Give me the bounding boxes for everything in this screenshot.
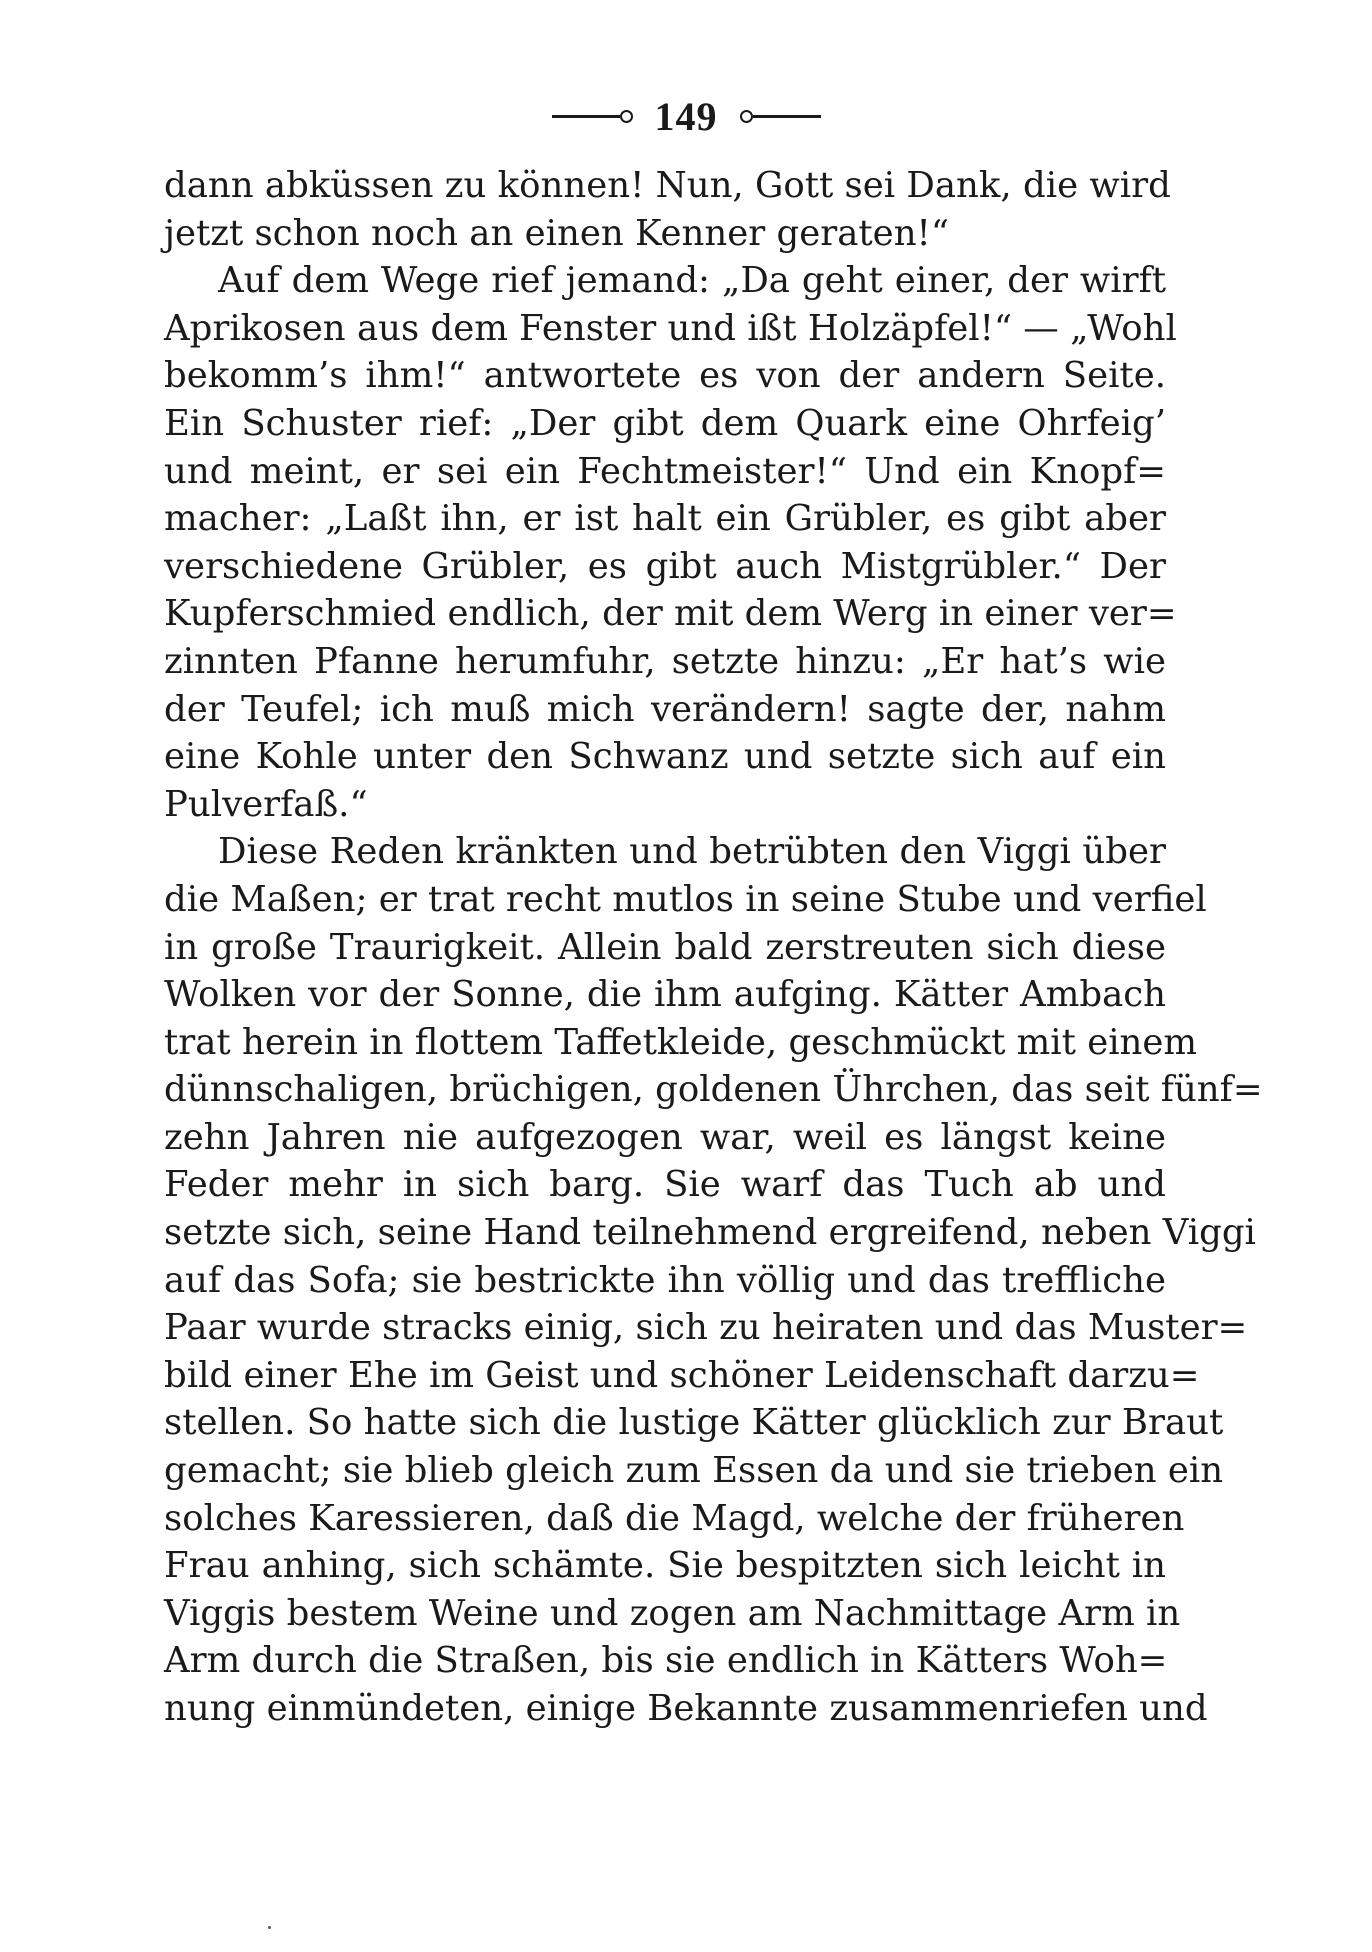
text-line: dünnschaligen, brüchigen, goldenen Ührchen, das seit fünf= [164,1069,1263,1111]
text-line: solches Karessieren, daß die Magd, welche der früheren [164,1497,1185,1539]
text-line: Viggis bestem Weine und zogen am Nachmittage Arm in [164,1592,1181,1634]
text-line: Diese Reden kränkten und betrübten den Viggi über [218,831,1166,873]
right-ornament [740,106,821,126]
page-header [0,86,1372,146]
text-line: dann abküssen zu können! Nun, Gott sei Dank, die wird [164,165,1171,206]
text-line: Paar wurde stracks einig, sich zu heiraten und das Muster= [164,1307,1248,1349]
text-line: auf das Sofa; sie bestrickte ihn völlig und das treffliche [164,1259,1166,1301]
text-line: bekomm’s ihm!“ antwortete es von der andern Seite. [164,355,1166,397]
text-line: eine Kohle unter den Schwanz und setzte sich auf ein [164,736,1166,778]
text-line: Feder mehr in sich barg. Sie warf das Tuch ab und [164,1164,1166,1206]
text-line: gemacht; sie blieb gleich zum Essen da und sie trieben ein [164,1450,1224,1492]
text-line: macher: „Laßt ihn, er ist halt ein Grübler, es gibt aber [164,498,1166,540]
text-line: zinnten Pfanne herumfuhr, setzte hinzu: „Er hat’s wie [164,640,1166,682]
text-line: trat herein in flottem Taffetkleide, geschmückt mit einem [164,1021,1198,1063]
text-line: verschiedene Grübler, es gibt auch Mistgrübler.“ Der [164,545,1166,587]
text-line: der Teufel; ich muß mich verändern! sagte der, nahm [164,688,1166,730]
text-line: zehn Jahren nie aufgezogen war, weil es längst keine [164,1116,1166,1158]
text-line: bild einer Ehe im Geist und schöner Leidenschaft darzu= [164,1354,1200,1396]
body-text [164,162,1263,1733]
left-ornament [552,106,633,126]
text-line: stellen. So hatte sich die lustige Kätter glücklich zur Braut [164,1402,1224,1444]
text-line: Wolken vor der Sonne, die ihm aufging. Kätter Ambach [164,974,1166,1016]
page-number: 149 [654,93,718,139]
text-line: und meint, er sei ein Fechtmeister!“ Und ein Knopf= [164,450,1166,492]
text-line: jetzt schon noch an einen Kenner geraten!“ [164,212,949,254]
text-line: Kupferschmied endlich, der mit dem Werg in einer ver= [164,593,1177,635]
text-line: setzte sich, seine Hand teilnehmend ergreifend, neben Viggi [164,1212,1256,1254]
text-line: Aprikosen aus dem Fenster und ißt Holzäpfel!“ — „Wohl [164,307,1177,349]
text-line: Arm durch die Straßen, bis sie endlich in Kätters Woh= [164,1640,1168,1682]
text-line: die Maßen; er trat recht mutlos in seine Stube und verfiel [164,878,1207,920]
text-line: Pulverfaß.“ [164,783,368,825]
text-line: Auf dem Wege rief jemand: „Da geht einer, der wirft [218,260,1166,302]
text-line: in große Traurigkeit. Allein bald zerstreuten sich diese [164,926,1166,968]
text-line: nung einmündeten, einige Bekannte zusammenriefen und [164,1688,1208,1729]
paper-speck [268,1926,271,1929]
text-line: Ein Schuster rief: „Der gibt dem Quark eine Ohrfeig’ [164,402,1166,444]
text-line: Frau anhing, sich schämte. Sie bespitzten sich leicht in [164,1545,1166,1587]
